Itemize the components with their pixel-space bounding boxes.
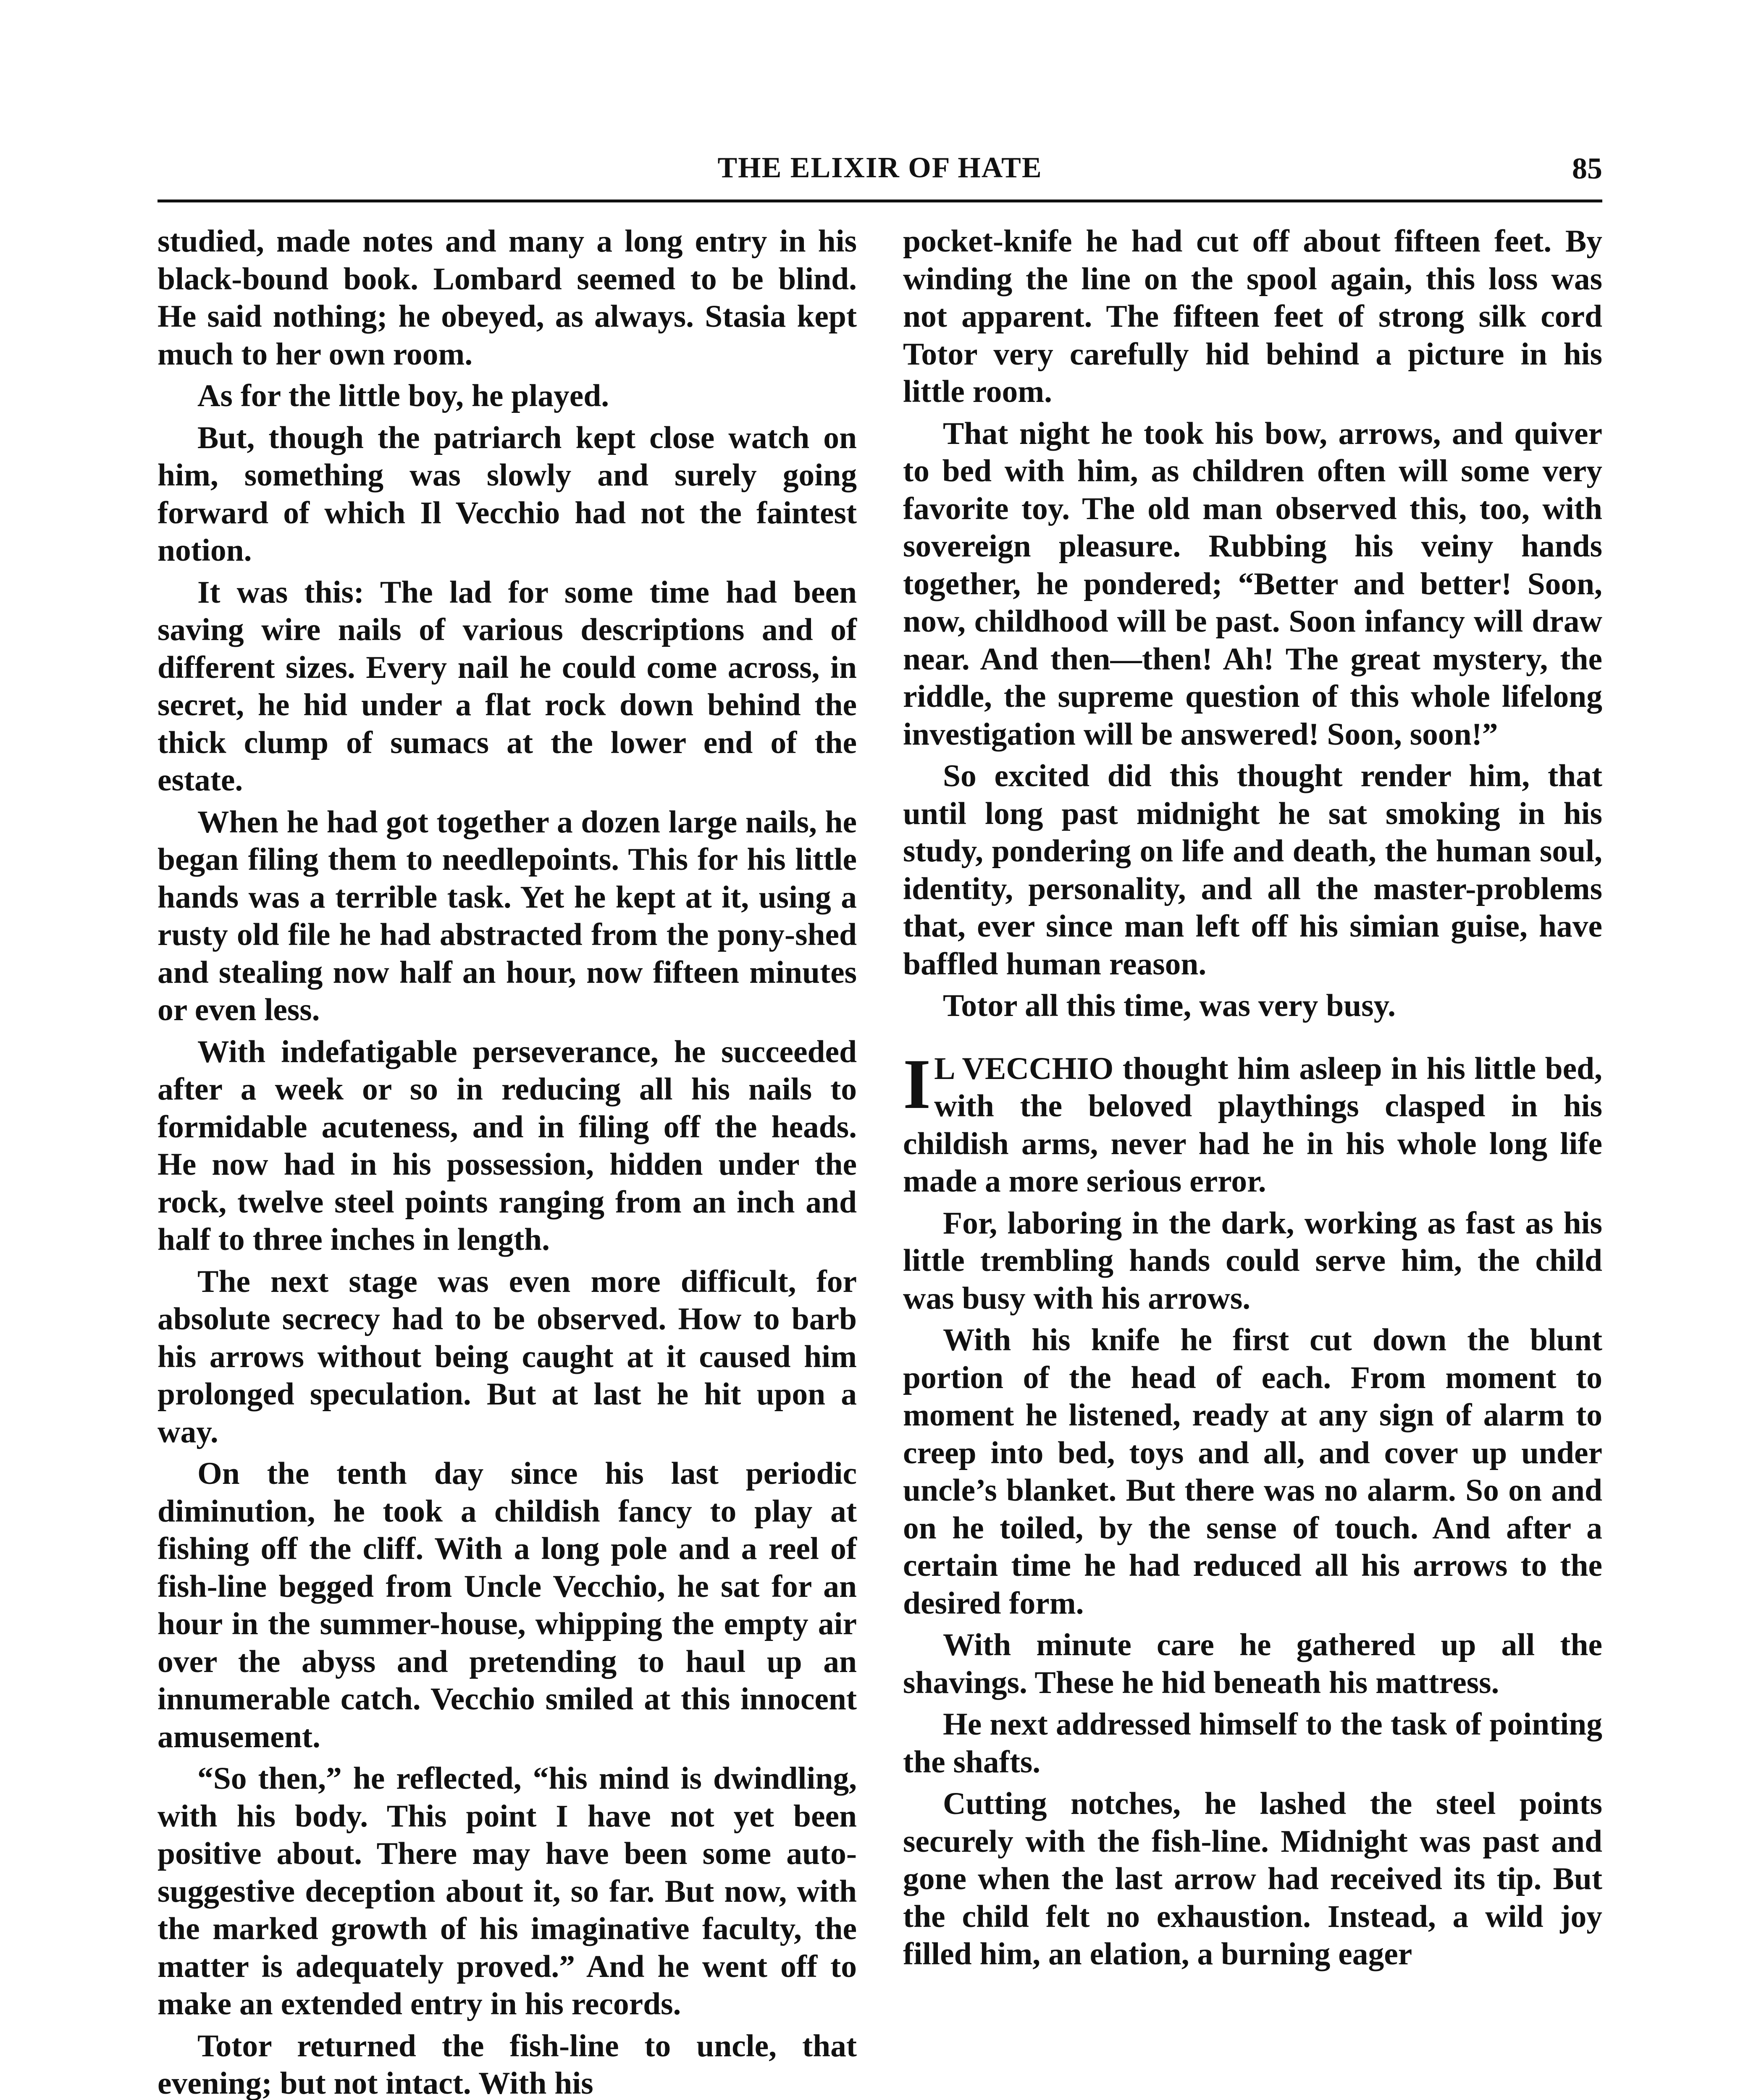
paragraph: Totor all this time, was very busy.: [943, 988, 1396, 1023]
left-column: [158, 223, 857, 2100]
paragraph: studied, made notes and many a long entry in his black-bound book. Lombard seemed to be blind. He said nothing; he obeyed, as always. Stasia kept much to her own room.: [158, 224, 857, 372]
paragraph: It was this: The lad for some time had been saving wire nails of various descriptions and of different sizes. Every nail he could come across, in secret, he hid under a flat rock down behind the thick clump of sumacs at the lower end of the estate.: [158, 575, 857, 798]
paragraph: The next stage was even more difficult, for absolute secrecy had to be observed. How to barb his arrows without being caught at it caused him prolonged speculation. But at last he hit upon a way.: [158, 1264, 857, 1449]
paragraph: Cutting notches, he lashed the steel points securely with the fish-line. Midnight was past and gone when the last arrow had received its tip. But the child felt no exhaustion. Instead, a wild joy filled him, an elation, a burning eager: [903, 1786, 1602, 1971]
page-header: [158, 151, 1602, 193]
paragraph: For, laboring in the dark, working as fast as his little trembling hands could serve him, the child was busy with his arrows.: [903, 1205, 1602, 1316]
paragraph: With his knife he first cut down the blunt portion of the head of each. From moment to moment he listened, ready at any sign of alarm to creep into bed, toys and all, and cover up under uncle’s blanket. But there was no alarm. So on and on he toiled, by the sense of touch. And after a certain time he had reduced all his arrows to the desired form.: [903, 1323, 1602, 1621]
paragraph: On the tenth day since his last periodic diminution, he took a childish fancy to play at fishing off the cliff. With a long pole and a reel of fish-line begged from Uncle Vecchio, he sat for an hour in the summer-house, whipping the empty air over the abyss and pretending to haul up an innumerable catch. Vecchio smiled at this innocent amusement.: [158, 1456, 857, 1754]
paragraph: With indefatigable perseverance, he succeeded after a week or so in reducing all his nails to formidable acuteness, and in filing off the heads. He now had in his possession, hidden under the rock, twelve steel points ranging from an inch and half to three inches in length.: [158, 1034, 857, 1257]
paragraph: Totor returned the fish-line to uncle, that evening; but not intact. With his: [158, 2028, 857, 2100]
paragraph: With minute care he gathered up all the shavings. These he hid beneath his mattress.: [903, 1628, 1602, 1700]
paragraph: But, though the patriarch kept close watch on him, something was slowly and surely going forward of which Il Vecchio had not the faintest notion.: [158, 420, 857, 568]
drop-cap: I: [903, 1044, 931, 1124]
paragraph: pocket-knife he had cut off about fifteen feet. By winding the line on the spool again, this loss was not apparent. The fifteen feet of strong silk cord Totor very carefully hid behind a picture in his little room.: [903, 224, 1602, 409]
page-number: 85: [1572, 152, 1602, 185]
paragraph: When he had got together a dozen large nails, he began filing them to needlepoints. This for his little hands was a terrible task. Yet he kept at it, using a rusty old file he had abstracted from the pony-shed and stealing now half an hour, now fifteen minutes or even less.: [158, 804, 857, 1027]
paragraph: As for the little boy, he played.: [197, 378, 609, 413]
paragraph: He next addressed himself to the task of pointing the shafts.: [903, 1707, 1602, 1780]
running-title: THE ELIXIR OF HATE: [717, 152, 1042, 184]
right-column: [903, 223, 1602, 1977]
paragraph: “So then,” he reflected, “his mind is dwindling, with his body. This point I have not yet been positive about. There may have been some auto-suggestive deception about it, so far. But now, with the marked growth of his imaginative faculty, the matter is adequately proved.” And he went off to make an extended entry in his records.: [158, 1761, 857, 2021]
header-rule: [158, 200, 1602, 202]
section-opening-paragraph: [903, 1044, 1602, 1200]
section-opening-text: L VECCHIO thought him asleep in his little bed, with the beloved playthings clasped in his childish arms, never had he in his whole long life made a more serious error.: [903, 1051, 1602, 1199]
paragraph: So excited did this thought render him, that until long past midnight he sat smoking in his study, pondering on life and death, the human soul, identity, personality, and all the master-problems that, ever since man left off his simian guise, have baffled human reason.: [903, 759, 1602, 982]
paragraph: That night he took his bow, arrows, and quiver to bed with him, as children often will some very favorite toy. The old man observed this, too, with sovereign pleasure. Rubbing his veiny hands together, he pondered; “Better and better! Soon, now, childhood will be past. Soon infancy will draw near. And then—then! Ah! The great mystery, the riddle, the supreme question of this whole lifelong investigation will be answered! Soon, soon!”: [903, 416, 1602, 752]
